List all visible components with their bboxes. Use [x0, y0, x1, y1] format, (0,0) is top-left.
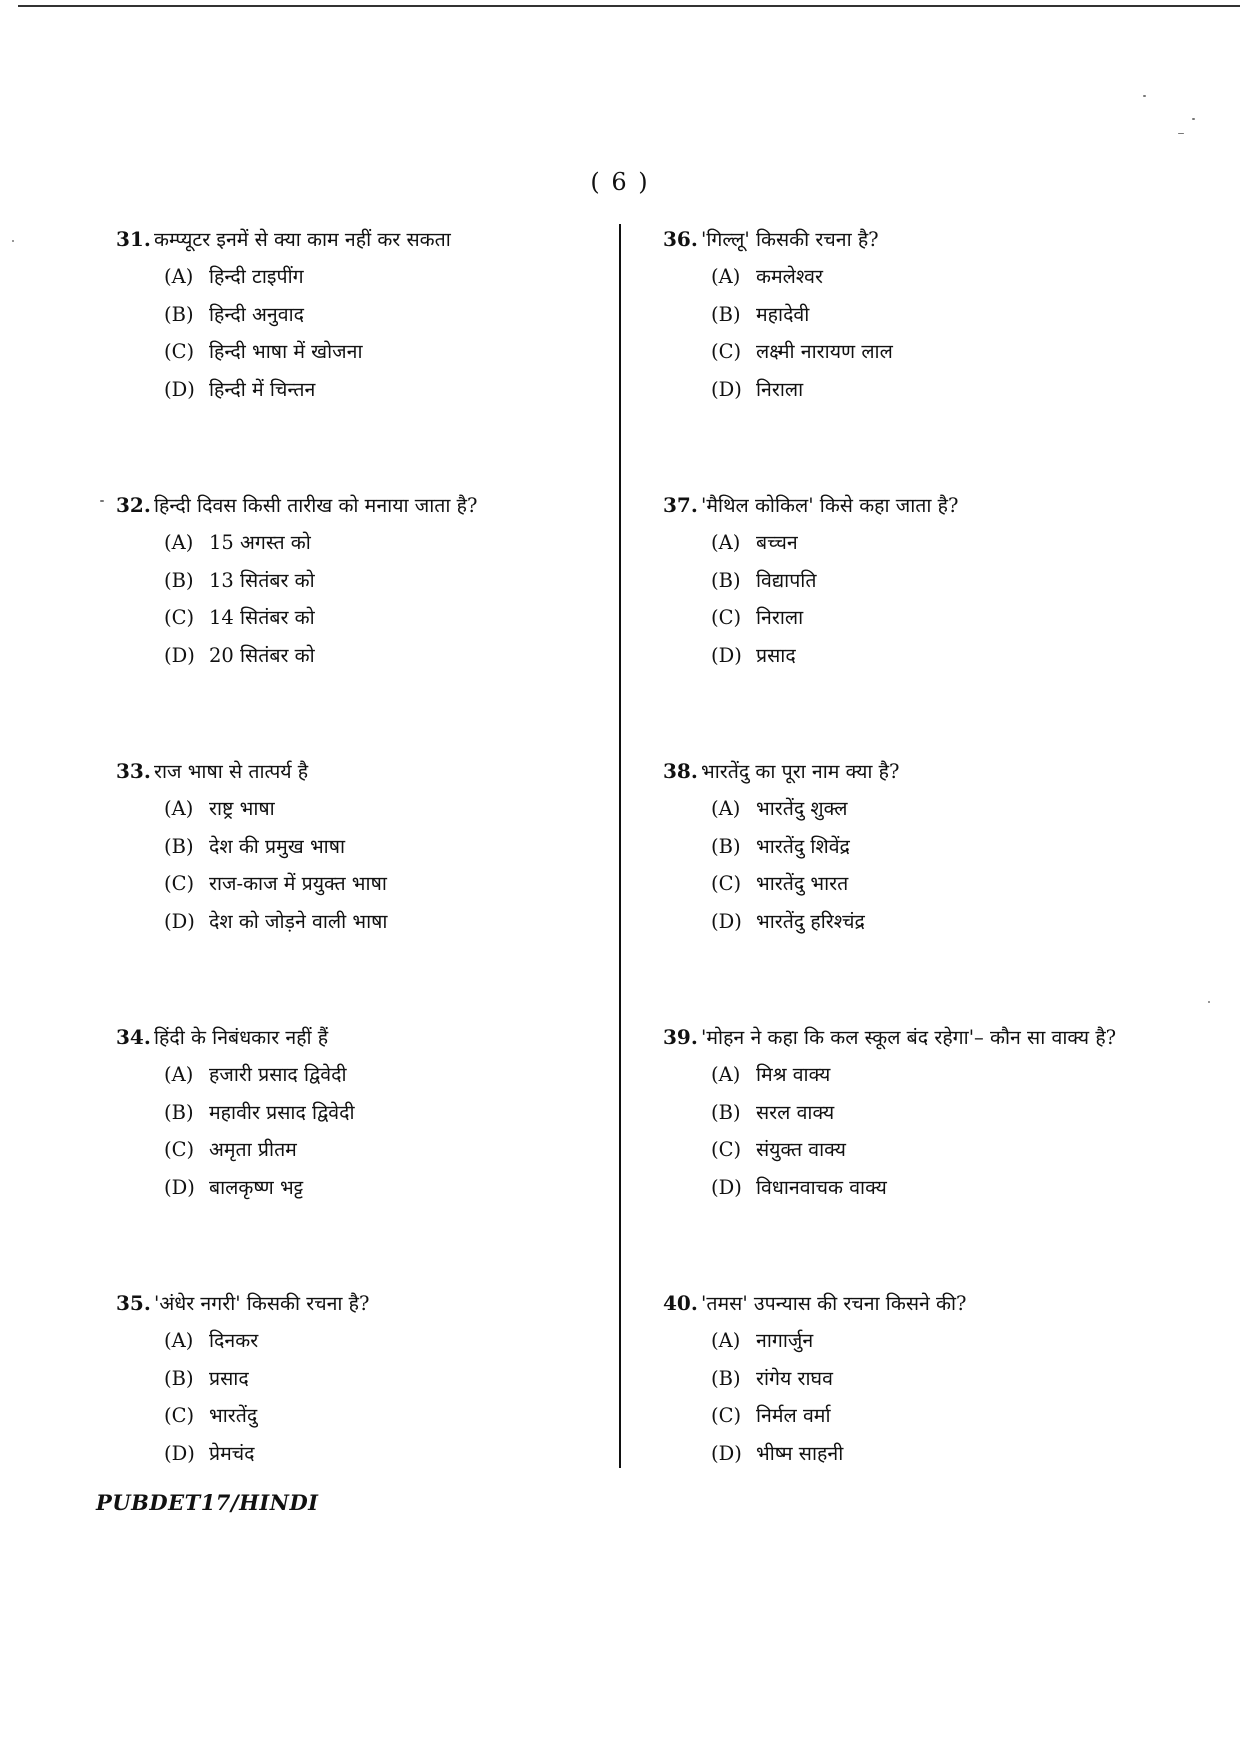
option-letter: (C): [711, 1138, 742, 1161]
option-letter: (D): [164, 909, 195, 933]
option-text: सरल वाक्य: [756, 1100, 835, 1124]
option-letter: (C): [164, 1138, 195, 1161]
question-text: भारतेंदु का पूरा नाम क्या है?: [701, 760, 900, 783]
question-text: 'अंधेर नगरी' किसकी रचना है?: [154, 1292, 370, 1315]
option-letter: (C): [164, 872, 195, 895]
option-text: निराला: [756, 606, 804, 629]
option-letter: (C): [164, 340, 195, 363]
option-d: [164, 907, 606, 945]
question-number: 33.: [116, 759, 151, 783]
option-list: [164, 1326, 606, 1476]
option-letter: (C): [711, 872, 742, 895]
option-list: [164, 1060, 606, 1210]
option-text: प्रसाद: [209, 1366, 249, 1390]
option-c: [164, 1135, 606, 1173]
option-a: [711, 794, 1223, 832]
option-letter: (B): [711, 1100, 741, 1124]
question-number: 34.: [116, 1025, 151, 1049]
option-letter: (A): [711, 1329, 741, 1352]
option-c: [164, 869, 606, 907]
option-a: [164, 528, 606, 566]
option-letter: (A): [711, 797, 741, 820]
option-text: विद्यापति: [756, 568, 817, 592]
option-text: महादेवी: [756, 302, 810, 326]
option-letter: (C): [711, 606, 742, 629]
option-text: दिनकर: [209, 1329, 259, 1352]
option-letter: (B): [711, 568, 741, 592]
scan-speck: [1192, 118, 1195, 120]
option-b: [164, 1098, 606, 1136]
option-letter: (B): [164, 1100, 194, 1124]
question-number: 40.: [663, 1291, 698, 1315]
option-d: [164, 375, 606, 413]
option-d: [711, 1173, 1223, 1211]
option-text: निराला: [756, 377, 804, 401]
question-37: [663, 490, 1223, 756]
question-text: हिन्दी दिवस किसी तारीख को मनाया जाता है?: [154, 494, 478, 517]
option-text: देश को जोड़ने वाली भाषा: [209, 909, 388, 933]
question-number: 37.: [663, 493, 698, 517]
option-letter: (B): [164, 834, 194, 858]
question-text: 'तमस' उपन्यास की रचना किसने की?: [701, 1292, 967, 1315]
option-a: [164, 1326, 606, 1364]
option-b: [711, 566, 1223, 604]
option-c: [164, 337, 606, 375]
option-text: देश की प्रमुख भाषा: [209, 834, 346, 858]
scan-speck: [100, 500, 104, 502]
option-letter: (D): [711, 1441, 742, 1465]
option-letter: (B): [164, 1366, 194, 1390]
option-text: प्रेमचंद: [209, 1441, 255, 1465]
option-text: 14 सितंबर को: [209, 606, 315, 629]
question-stem: [663, 1288, 1223, 1326]
right-question-column: [663, 224, 1223, 1554]
option-b: [164, 566, 606, 604]
option-letter: (D): [164, 643, 195, 667]
question-36: [663, 224, 1223, 490]
option-text: प्रसाद: [756, 643, 796, 667]
question-number: 39.: [663, 1025, 698, 1049]
option-list: [711, 1326, 1223, 1476]
option-c: [164, 1401, 606, 1439]
option-letter: (B): [711, 834, 741, 858]
option-text: भारतेंदु शिवेंद्र: [756, 834, 850, 858]
option-b: [164, 1364, 606, 1402]
option-text: विधानवाचक वाक्य: [756, 1175, 887, 1199]
option-letter: (A): [711, 265, 741, 288]
option-letter: (D): [711, 643, 742, 667]
option-letter: (B): [711, 1366, 741, 1390]
option-letter: (D): [711, 377, 742, 401]
option-b: [711, 832, 1223, 870]
option-text: भारतेंदु हरिश्चंद्र: [756, 909, 865, 933]
question-stem: [663, 756, 1223, 794]
left-question-column: [116, 224, 606, 1554]
question-34: [116, 1022, 606, 1288]
page-number: ( 6 ): [590, 168, 650, 196]
option-letter: (A): [711, 531, 741, 554]
option-a: [711, 1326, 1223, 1364]
option-letter: (D): [711, 1175, 742, 1199]
option-a: [164, 1060, 606, 1098]
top-border-rule: [18, 5, 1240, 7]
option-letter: (A): [711, 1063, 741, 1086]
option-list: [164, 528, 606, 678]
option-letter: (A): [164, 1063, 194, 1086]
option-b: [711, 1364, 1223, 1402]
question-text: राज भाषा से तात्पर्य है: [154, 760, 309, 783]
option-a: [711, 1060, 1223, 1098]
question-38: [663, 756, 1223, 1022]
option-a: [711, 528, 1223, 566]
option-letter: (C): [711, 1404, 742, 1427]
option-text: हिन्दी टाइपींग: [209, 265, 304, 288]
option-letter: (A): [164, 1329, 194, 1352]
option-b: [164, 832, 606, 870]
option-text: हजारी प्रसाद द्विवेदी: [209, 1063, 347, 1086]
option-text: हिन्दी भाषा में खोजना: [209, 340, 363, 363]
question-number: 32.: [116, 493, 151, 517]
question-stem: [116, 1022, 606, 1060]
option-text: निर्मल वर्मा: [756, 1404, 831, 1427]
option-text: लक्ष्मी नारायण लाल: [756, 340, 893, 363]
option-text: मिश्र वाक्य: [756, 1063, 831, 1086]
option-letter: (D): [164, 1175, 195, 1199]
option-text: भारतेंदु भारत: [756, 872, 849, 895]
option-list: [711, 794, 1223, 944]
option-letter: (C): [164, 606, 195, 629]
paper-code-footer: PUBDET17/HINDI: [96, 1490, 319, 1515]
option-c: [711, 603, 1223, 641]
option-letter: (B): [711, 302, 741, 326]
option-c: [711, 1135, 1223, 1173]
option-text: राज-काज में प्रयुक्त भाषा: [209, 872, 387, 895]
option-letter: (C): [711, 340, 742, 363]
question-text: हिंदी के निबंधकार नहीं हैं: [154, 1026, 329, 1049]
option-d: [711, 641, 1223, 679]
option-text: राष्ट्र भाषा: [209, 797, 275, 820]
option-letter: (A): [164, 531, 194, 554]
column-divider: [619, 224, 621, 1468]
question-stem: [663, 224, 1223, 262]
scan-speck: [12, 240, 14, 242]
option-c: [711, 337, 1223, 375]
option-letter: (B): [164, 568, 194, 592]
option-c: [711, 869, 1223, 907]
option-b: [164, 300, 606, 338]
option-text: महावीर प्रसाद द्विवेदी: [209, 1100, 355, 1124]
question-stem: [116, 756, 606, 794]
option-a: [164, 262, 606, 300]
option-d: [164, 1173, 606, 1211]
option-list: [164, 794, 606, 944]
option-text: रांगेय राघव: [756, 1366, 833, 1390]
question-32: [116, 490, 606, 756]
question-39: [663, 1022, 1223, 1288]
question-text: 'मैथिल कोकिल' किसे कहा जाता है?: [701, 494, 959, 517]
question-number: 38.: [663, 759, 698, 783]
option-text: संयुक्त वाक्य: [756, 1138, 846, 1161]
question-stem: [663, 490, 1223, 528]
option-text: भारतेंदु शुक्ल: [756, 797, 848, 820]
option-letter: (D): [164, 377, 195, 401]
option-text: बालकृष्ण भट्ट: [209, 1175, 304, 1199]
option-b: [711, 300, 1223, 338]
option-d: [711, 375, 1223, 413]
option-text: भारतेंदु: [209, 1404, 258, 1427]
question-text: कम्प्यूटर इनमें से क्या काम नहीं कर सकता: [154, 228, 451, 251]
option-text: कमलेश्वर: [756, 265, 823, 288]
question-number: 31.: [116, 227, 151, 251]
option-text: 20 सितंबर को: [209, 643, 315, 667]
option-d: [164, 1439, 606, 1477]
option-a: [164, 794, 606, 832]
question-number: 36.: [663, 227, 698, 251]
option-list: [711, 528, 1223, 678]
question-stem: [116, 224, 606, 262]
option-text: 15 अगस्त को: [209, 531, 311, 554]
question-stem: [116, 1288, 606, 1326]
scan-speck: [1143, 95, 1146, 97]
option-letter: (D): [711, 909, 742, 933]
question-40: [663, 1288, 1223, 1554]
question-stem: [116, 490, 606, 528]
option-letter: (D): [164, 1441, 195, 1465]
option-text: हिन्दी अनुवाद: [209, 302, 305, 326]
question-text: 'मोहन ने कहा कि कल स्कूल बंद रहेगा'– कौन सा वाक्य है?: [701, 1026, 1117, 1049]
option-letter: (C): [164, 1404, 195, 1427]
question-text: 'गिल्लू' किसकी रचना है?: [701, 228, 879, 251]
option-a: [711, 262, 1223, 300]
option-text: भीष्म साहनी: [756, 1441, 844, 1465]
question-stem: [663, 1022, 1223, 1060]
option-text: नागार्जुन: [756, 1329, 814, 1352]
option-b: [711, 1098, 1223, 1136]
option-text: हिन्दी में चिन्तन: [209, 377, 316, 401]
option-d: [711, 907, 1223, 945]
option-c: [164, 603, 606, 641]
option-d: [711, 1439, 1223, 1477]
question-31: [116, 224, 606, 490]
option-list: [711, 262, 1223, 412]
option-text: बच्चन: [756, 531, 798, 554]
question-number: 35.: [116, 1291, 151, 1315]
option-text: अमृता प्रीतम: [209, 1138, 297, 1161]
option-d: [164, 641, 606, 679]
option-list: [164, 262, 606, 412]
option-letter: (A): [164, 265, 194, 288]
option-list: [711, 1060, 1223, 1210]
option-letter: (A): [164, 797, 194, 820]
option-c: [711, 1401, 1223, 1439]
question-33: [116, 756, 606, 1022]
scan-speck: [1178, 133, 1184, 134]
option-letter: (B): [164, 302, 194, 326]
option-text: 13 सितंबर को: [209, 568, 315, 592]
